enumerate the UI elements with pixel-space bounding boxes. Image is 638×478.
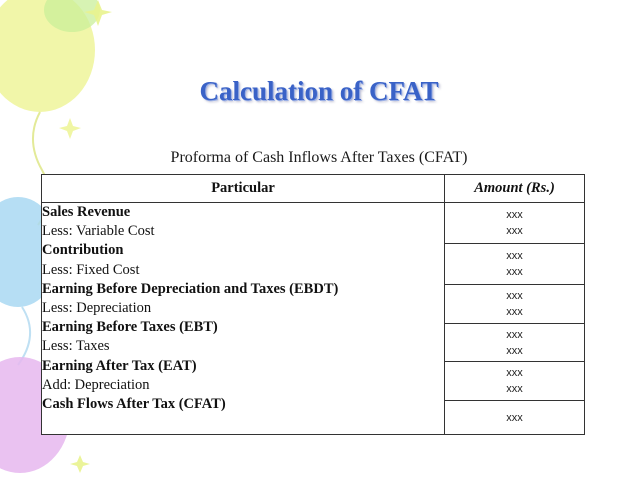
amount-value: xxx — [506, 328, 523, 341]
amount-value: xxx — [506, 266, 523, 278]
cfat-proforma-table — [41, 174, 585, 435]
line-item: Less: Taxes — [42, 338, 110, 355]
line-item: Earning Before Taxes (EBT) — [42, 319, 218, 336]
table-caption: Proforma of Cash Inflows After Taxes (CFAT) — [170, 149, 468, 166]
amount-value: xxx — [506, 411, 523, 424]
page-title: Calculation of CFAT — [199, 76, 439, 106]
line-item: Less: Fixed Cost — [42, 261, 140, 278]
amount-value: xxx — [506, 367, 523, 379]
amount-value: xxx — [506, 290, 523, 302]
line-item: Earning Before Depreciation and Taxes (EBDT) — [42, 280, 339, 297]
amount-cell — [445, 401, 585, 435]
amount-value: xxx — [506, 250, 523, 262]
amount-value: xxx — [506, 209, 523, 221]
table-row — [42, 203, 585, 244]
amount-cell — [445, 324, 585, 362]
line-item: Cash Flows After Tax (CFAT) — [42, 395, 226, 412]
line-item: Sales Revenue — [42, 204, 131, 220]
line-item: Less: Variable Cost — [42, 223, 155, 240]
amount-column-header: Amount (Rs.) — [445, 175, 585, 203]
table-header-row — [42, 175, 585, 203]
amount-cell — [445, 362, 585, 401]
line-item: Earning After Tax (EAT) — [42, 357, 197, 374]
line-item: Add: Depreciation — [42, 376, 150, 393]
blue-balloon-string — [18, 307, 30, 365]
amount-value: xxx — [506, 383, 523, 395]
star-icon — [70, 455, 90, 473]
particulars-cell — [42, 203, 445, 435]
particular-column-header: Particular — [42, 175, 445, 203]
line-item: Contribution — [42, 242, 124, 259]
star-icon — [59, 118, 81, 139]
amount-cell — [445, 244, 585, 285]
line-item: Less: Depreciation — [42, 299, 152, 316]
amount-value: xxx — [506, 225, 523, 237]
amount-cell — [445, 285, 585, 324]
amount-cell — [445, 203, 585, 244]
amount-value: xxx — [506, 306, 523, 318]
amount-value: xxx — [506, 344, 523, 357]
